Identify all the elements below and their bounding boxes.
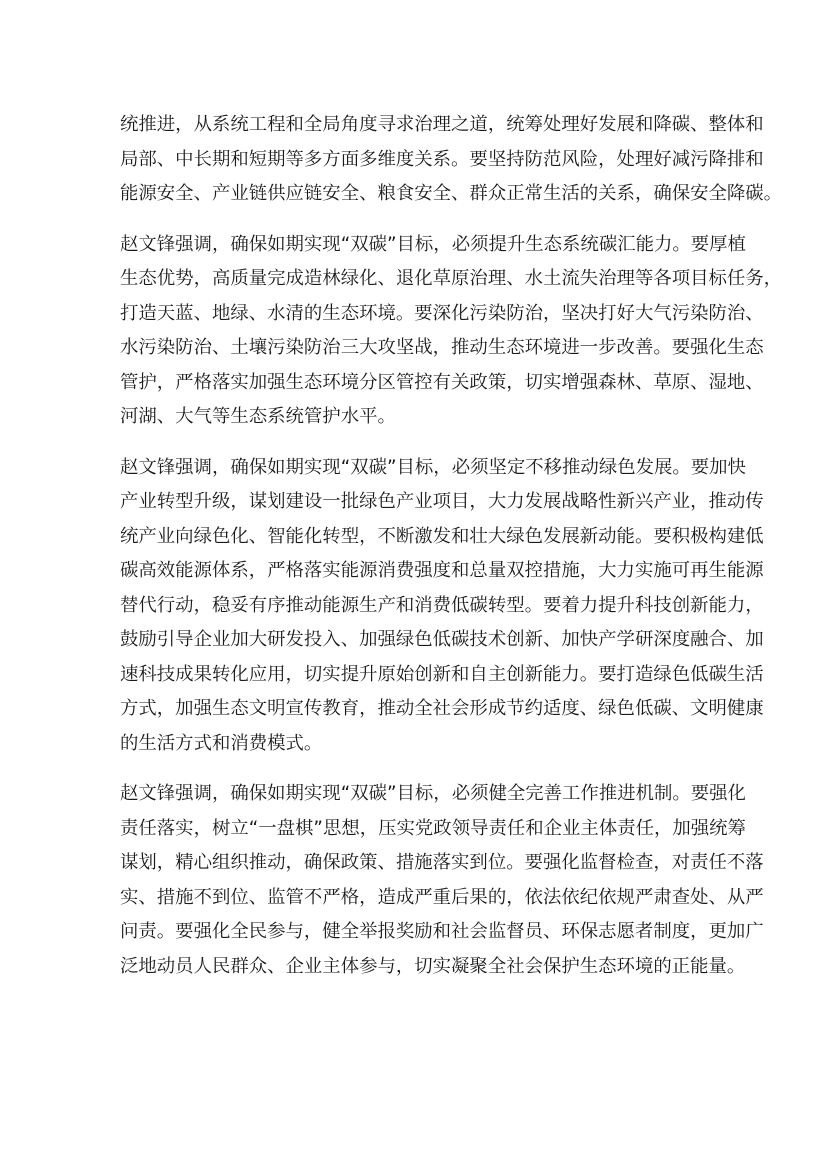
text-line: 的生活方式和消费模式。 — [120, 732, 323, 754]
text-line: 问责。要强化全民参与，健全举报奖励和社会监督员、环保志愿者制度，更加广 — [120, 921, 764, 942]
paragraph — [120, 108, 783, 212]
document-page — [120, 108, 783, 1000]
text-line: 泛地动员人民群众、企业主体参与，切实凝聚全社会保护生态环境的正能量。 — [120, 955, 746, 977]
text-line: 鼓励引导企业加大研发投入、加强绿色低碳技术创新、加快产学研深度融合、加 — [120, 629, 764, 650]
paragraph — [120, 228, 783, 435]
text-line: 碳高效能源体系，严格落实能源消费强度和总量双控措施，大力实施可再生能源 — [120, 560, 764, 581]
text-line: 速科技成果转化应用，切实提升原始创新和自主创新能力。要打造绿色低碳生活 — [120, 663, 764, 685]
text-line: 赵文锋强调，确保如期实现“双碳”目标，必须健全完善工作推进机制。要强化 — [120, 783, 746, 804]
text-line: 能源安全、产业链供应链安全、粮食安全、群众正常生活的关系，确保安全降碳。 — [120, 183, 783, 204]
text-line: 生态优势，高质量完成造林绿化、退化草原治理、水土流失治理等各项目标任务， — [120, 268, 783, 289]
text-line: 河湖、大气等生态系统管护水平。 — [120, 406, 396, 427]
text-line: 产业转型升级，谋划建设一批绿色产业项目，大力发展战略性新兴产业，推动传 — [120, 491, 764, 512]
paragraph — [120, 777, 764, 984]
text-line: 责任落实，树立“一盘棋”思想，压实党政领导责任和企业主体责任，加强统筹 — [120, 817, 746, 839]
text-line: 水污染防治、土壤污染防治三大攻坚战，推动生态环境进一步改善。要强化生态 — [120, 337, 764, 358]
text-line: 实、措施不到位、监管不严格，造成严重后果的，依法依纪依规严肃查处、从严 — [120, 886, 764, 908]
text-line: 赵文锋强调，确保如期实现“双碳”目标，必须提升生态系统碳汇能力。要厚植 — [120, 233, 746, 255]
text-line: 管护，严格落实加强生态环境分区管控有关政策，切实增强森林、草原、湿地、 — [120, 371, 764, 393]
text-line: 统产业向绿色化、智能化转型，不断激发和壮大绿色发展新动能。要积极构建低 — [120, 525, 764, 547]
text-line: 统推进，从系统工程和全局角度寻求治理之道，统筹处理好发展和降碳、整体和 — [120, 114, 764, 135]
text-line: 局部、中长期和短期等多方面多维度关系。要坚持防范风险，处理好减污降排和 — [120, 148, 764, 170]
text-line: 谋划，精心组织推动，确保政策、措施落实到位。要强化监督检查，对责任不落 — [120, 852, 764, 873]
paragraph — [120, 451, 764, 762]
text-line: 打造天蓝、地绿、水清的生态环境。要深化污染防治，坚决打好大气污染防治、 — [120, 302, 764, 324]
text-line: 替代行动，稳妥有序推动能源生产和消费低碳转型。要着力提升科技创新能力， — [120, 594, 764, 616]
text-line: 赵文锋强调，确保如期实现“双碳”目标，必须坚定不移推动绿色发展。要加快 — [120, 456, 746, 478]
text-line: 方式，加强生态文明宣传教育，推动全社会形成节约适度、绿色低碳、文明健康 — [120, 698, 764, 719]
